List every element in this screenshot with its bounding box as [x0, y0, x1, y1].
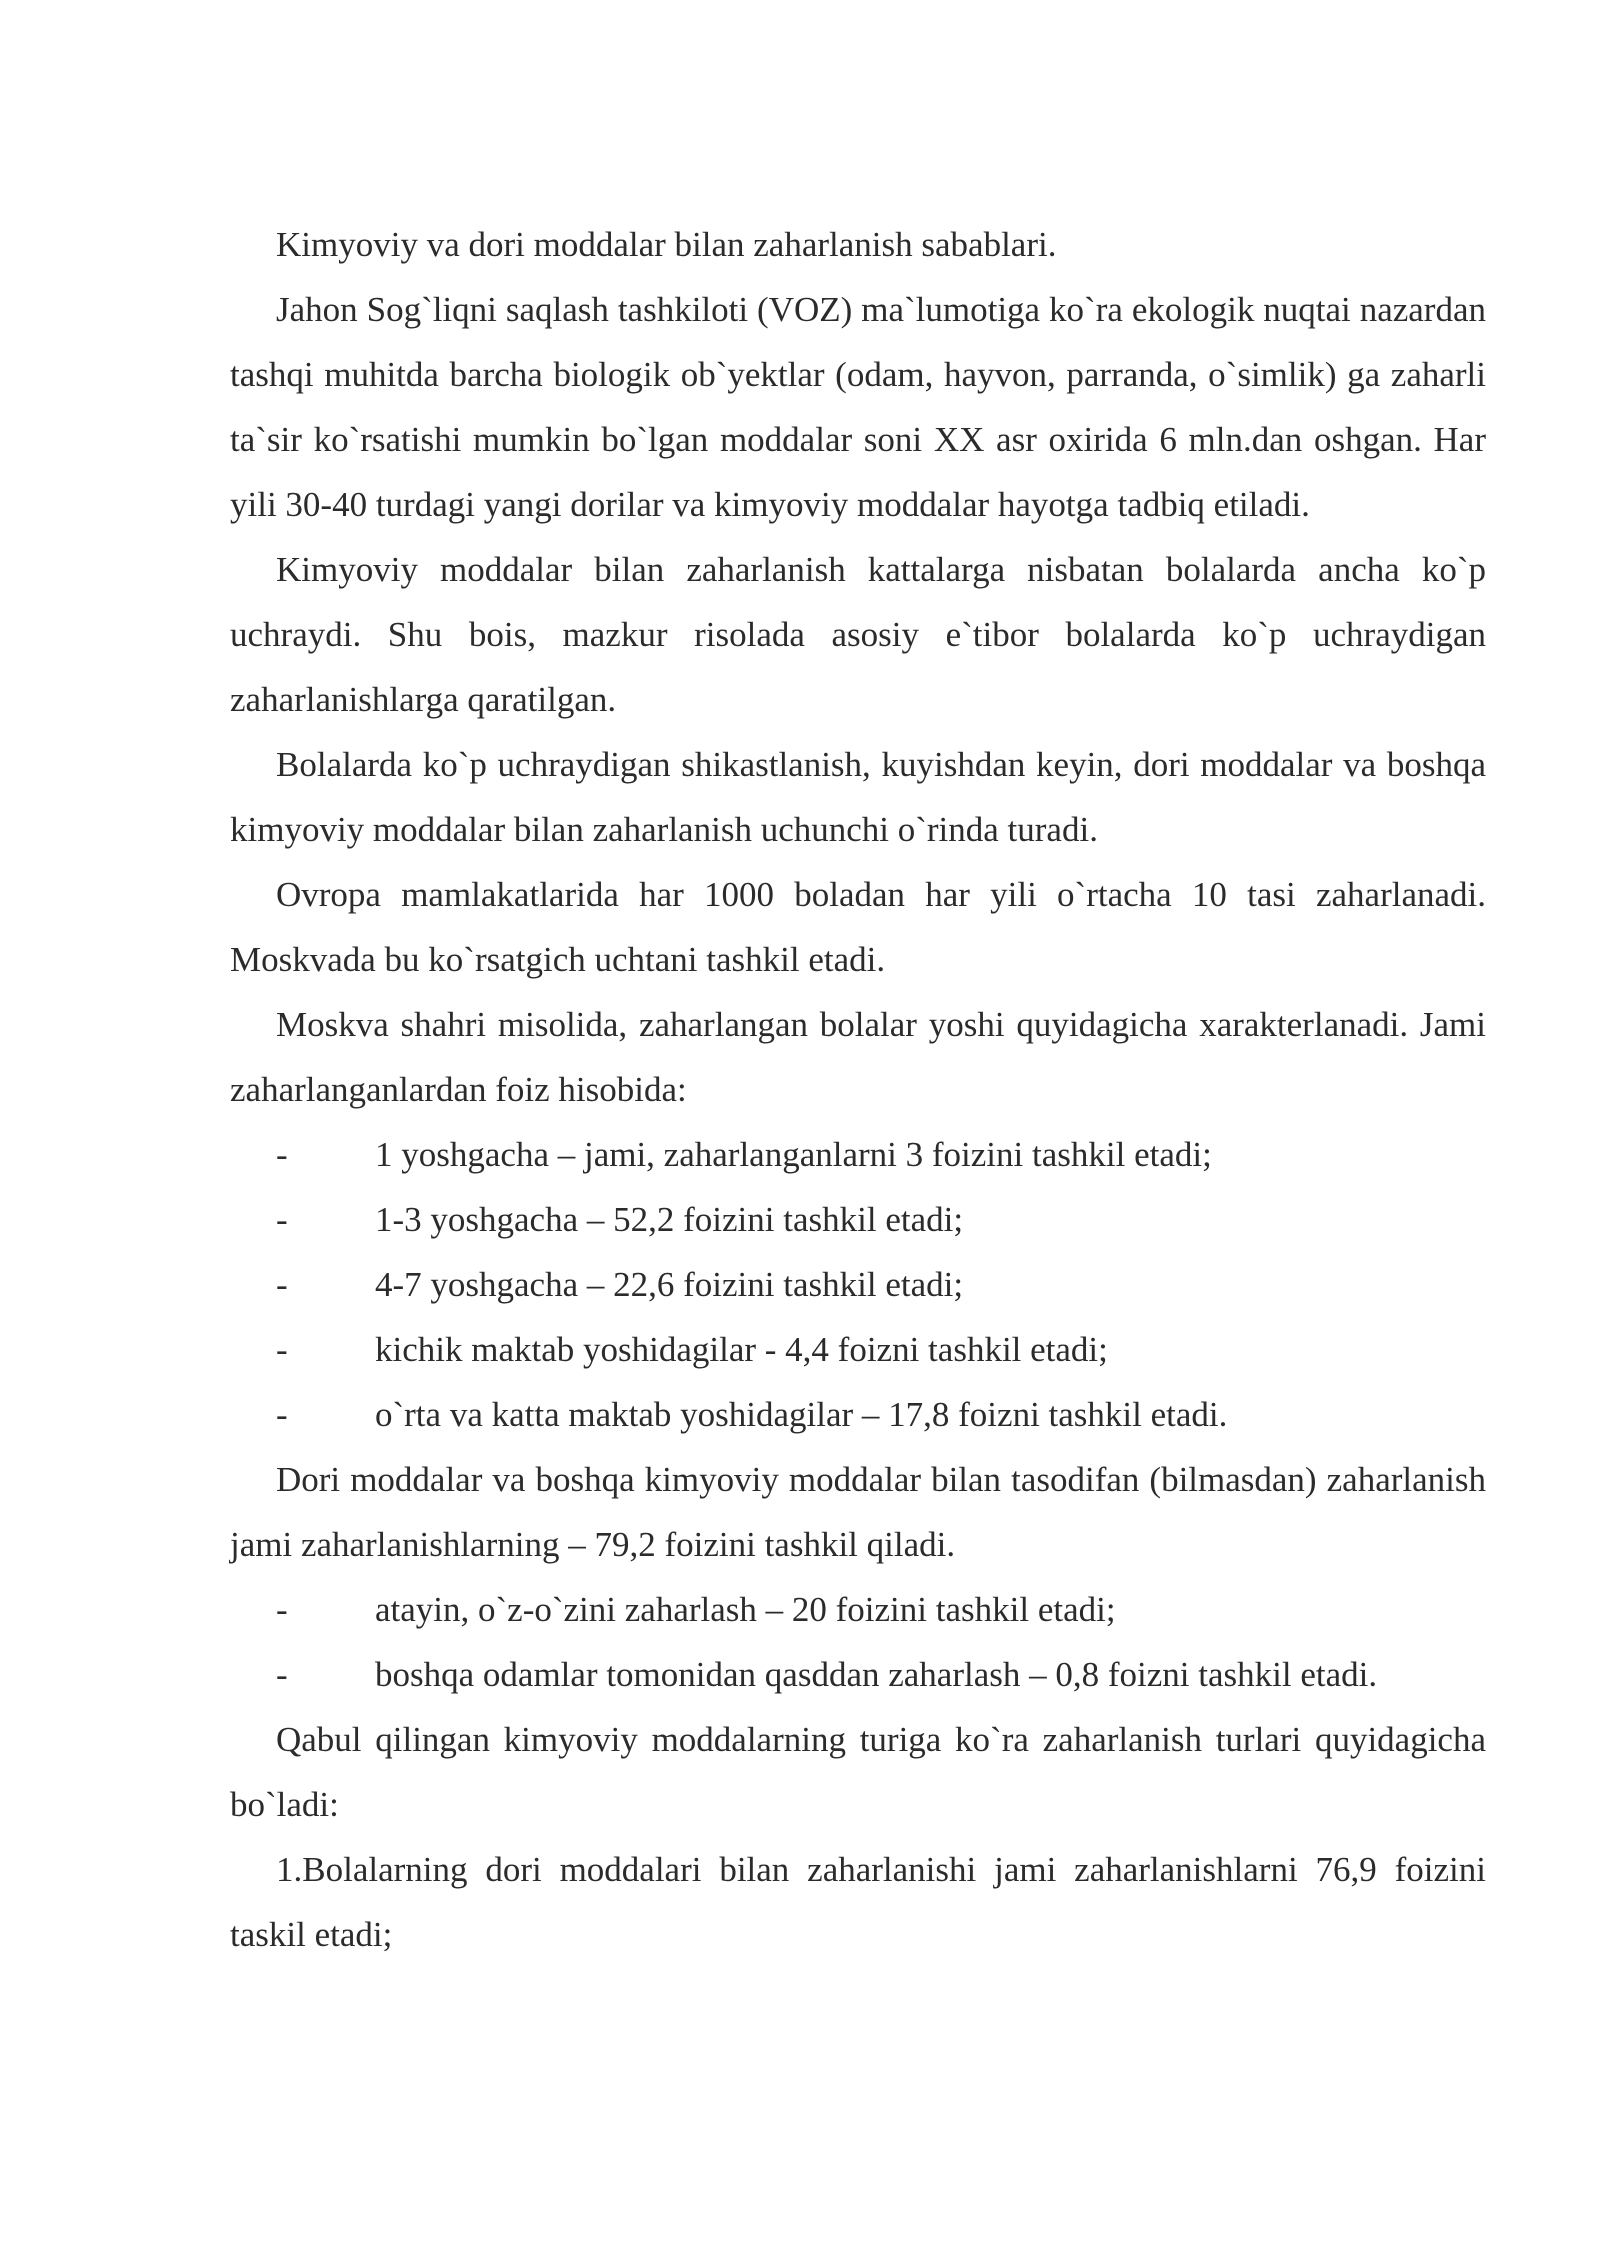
list-item: [230, 1187, 1486, 1252]
paragraph-injury-ranking: Bolalarda ko`p uchraydigan shikastlanish, kuyishdan keyin, dori moddalar va boshqa kimyoviy moddalar bilan zaharlanish uchunchi o`rinda turadi.: [230, 745, 1486, 849]
bullet-dash: -: [276, 1330, 288, 1369]
list-item-text: o`rta va katta maktab yoshidagilar – 17,8 foizni tashkil etadi.: [375, 1395, 1228, 1434]
paragraph-drug-poisoning: 1.Bolalarning dori moddalari bilan zaharlanishi jami zaharlanishlarni 76,9 foizini taskil etadi;: [230, 1850, 1486, 1954]
list-item-text: kichik maktab yoshidagilar - 4,4 foizni tashkil etadi;: [375, 1330, 1108, 1369]
bullet-dash: -: [276, 1200, 288, 1239]
bullet-dash: -: [276, 1655, 288, 1694]
paragraph-europe-moscow: Ovropa mamlakatlarida har 1000 boladan har yili o`rtacha 10 tasi zaharlanadi. Moskvada bu ko`rsatgich uchtani tashkil etadi.: [230, 875, 1486, 979]
list-item-text: atayin, o`z-o`zini zaharlash – 20 foizini tashkil etadi;: [375, 1590, 1116, 1629]
list-item-text: boshqa odamlar tomonidan qasddan zaharlash – 0,8 foizni tashkil etadi.: [375, 1655, 1378, 1694]
paragraph-who-statistics: Jahon Sog`liqni saqlash tashkiloti (VOZ) ma`lumotiga ko`ra ekologik nuqtai nazardan tashqi muhitda barcha biologik ob`yektlar (odam, hayvon, parranda, o`simlik) ga zaharli ta`sir ko`rsatishi mumkin bo`lgan moddalar soni XX asr oxirida 6 mln.dan oshgan. Har yili 30-40 turdagi yangi dorilar va kimyoviy moddalar hayotga tadbiq etiladi.: [230, 290, 1486, 524]
paragraph-children-poisoning: Kimyoviy moddalar bilan zaharlanish kattalarga nisbatan bolalarda ancha ko`p uchraydi. Shu bois, mazkur risolada asosiy e`tibor bolalarda ko`p uchraydigan zaharlanishlarga qaratilgan.: [230, 550, 1486, 719]
bullet-dash: -: [276, 1590, 288, 1629]
list-item: [230, 1317, 1486, 1382]
list-item: [230, 1122, 1486, 1187]
list-item-text: 1-3 yoshgacha – 52,2 foizini tashkil etadi;: [375, 1200, 964, 1239]
cause-list: [230, 1577, 1486, 1707]
bullet-dash: -: [276, 1395, 288, 1434]
list-item-text: 1 yoshgacha – jami, zaharlanganlarni 3 foizini tashkil etadi;: [375, 1135, 1212, 1174]
document-body: [230, 212, 1486, 1967]
bullet-dash: -: [276, 1135, 288, 1174]
list-item: [230, 1382, 1486, 1447]
paragraph-moscow-ages: Moskva shahri misolida, zaharlangan bolalar yoshi quyidagicha xarakterlanadi. Jami zaharlanganlardan foiz hisobida:: [230, 1005, 1486, 1109]
list-item: [230, 1252, 1486, 1317]
paragraph-poisoning-types: Qabul qilingan kimyoviy moddalarning turiga ko`ra zaharlanish turlari quyidagicha bo`ladi:: [230, 1720, 1486, 1824]
section-title: Kimyoviy va dori moddalar bilan zaharlanish sabablari.: [276, 225, 1057, 264]
list-item-text: 4-7 yoshgacha – 22,6 foizini tashkil etadi;: [375, 1265, 964, 1304]
bullet-dash: -: [276, 1265, 288, 1304]
list-item: [230, 1577, 1486, 1642]
paragraph-accidental-poisoning: Dori moddalar va boshqa kimyoviy moddalar bilan tasodifan (bilmasdan) zaharlanish jami zaharlanishlarning – 79,2 foizini tashkil qiladi.: [230, 1460, 1486, 1564]
age-list: [230, 1122, 1486, 1447]
list-item: [230, 1642, 1486, 1707]
